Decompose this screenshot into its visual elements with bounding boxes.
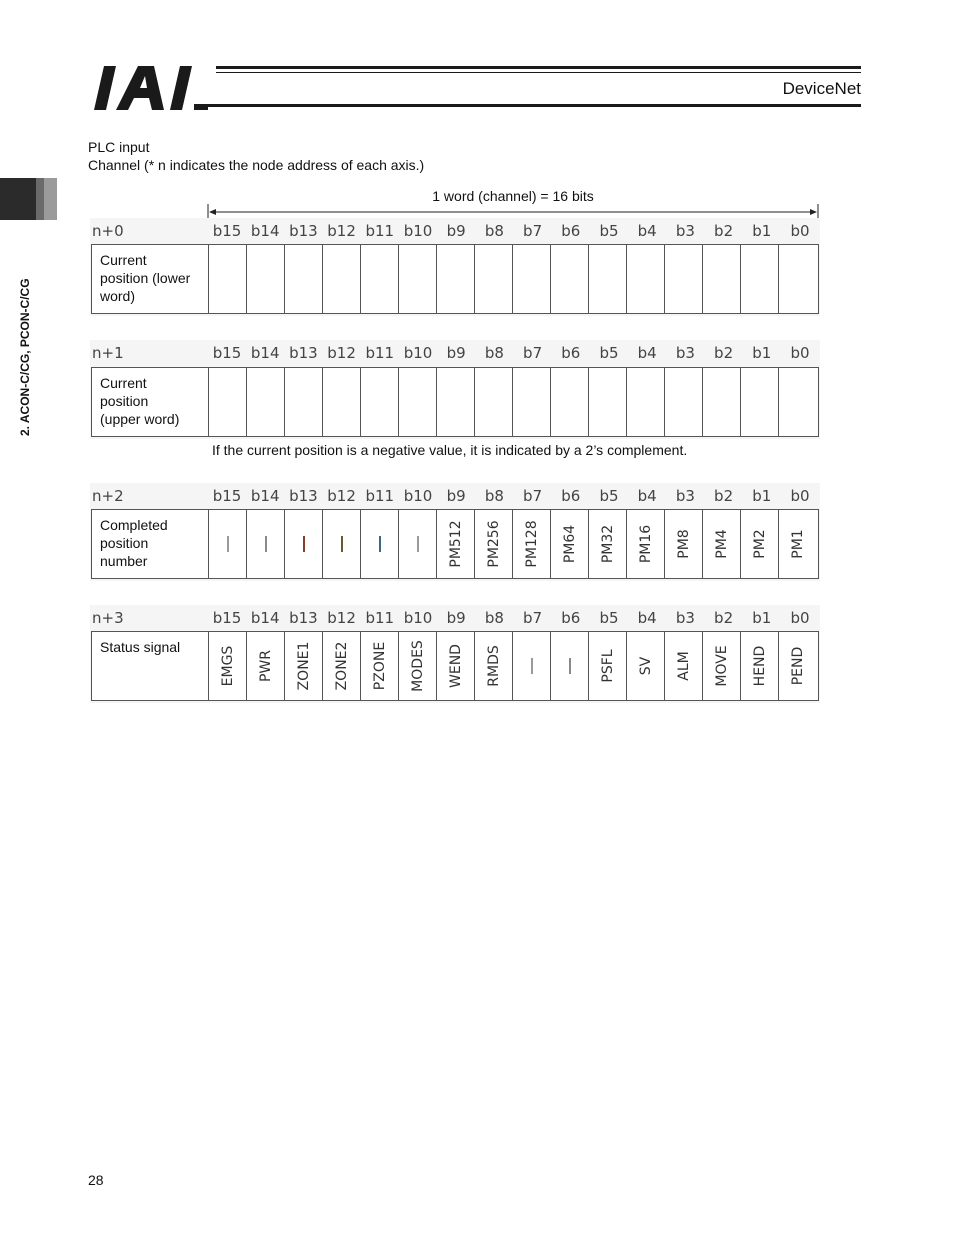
bit-cell xyxy=(588,368,626,436)
register-row xyxy=(91,509,819,579)
bit-cell xyxy=(208,368,246,436)
bit-cell xyxy=(246,632,284,700)
bit-label: b15 xyxy=(212,222,242,240)
bit-cell xyxy=(398,632,436,700)
bit-cell xyxy=(550,632,588,700)
bit-cell xyxy=(778,510,816,578)
bit-label: b10 xyxy=(403,222,433,240)
bit-signal: PEND xyxy=(789,646,806,686)
signal-name xyxy=(92,510,208,578)
bit-cell xyxy=(664,632,702,700)
bit-label: b6 xyxy=(561,609,581,627)
bit-cell xyxy=(284,632,322,700)
signal-name-line: Current xyxy=(100,252,147,268)
bit-label: b1 xyxy=(752,222,772,240)
bit-cell xyxy=(550,245,588,313)
bit-label: b8 xyxy=(484,344,504,362)
bit-cell xyxy=(664,510,702,578)
signal-name-line: Current xyxy=(100,375,147,391)
bit-label: b4 xyxy=(637,487,657,505)
bit-cell xyxy=(246,368,284,436)
unused-bit-mark xyxy=(569,658,571,674)
bit-cell xyxy=(208,632,246,700)
bit-signal: PSFL xyxy=(599,649,616,683)
bit-label: b2 xyxy=(714,609,734,627)
bit-cell xyxy=(398,510,436,578)
bit-label: b5 xyxy=(599,344,619,362)
section-title: DeviceNet xyxy=(782,79,861,98)
bit-label: b14 xyxy=(250,344,280,362)
bit-label: b5 xyxy=(599,609,619,627)
bit-label: b12 xyxy=(327,609,356,627)
bit-cell xyxy=(284,510,322,578)
bit-cell xyxy=(626,368,664,436)
bit-cell xyxy=(474,368,512,436)
bit-label: b7 xyxy=(523,487,543,505)
bit-cell xyxy=(626,245,664,313)
bit-cell xyxy=(436,245,474,313)
bit-signal: EMGS xyxy=(219,645,236,687)
negative-value-note: If the current position is a negative value, it is indicated by a 2’s complement. xyxy=(212,442,688,458)
signal-name xyxy=(92,245,208,313)
bit-cell xyxy=(664,245,702,313)
bit-cell xyxy=(550,510,588,578)
bit-cell xyxy=(474,245,512,313)
signal-name-line: Status signal xyxy=(100,639,181,655)
bit-cell xyxy=(588,245,626,313)
bit-cell xyxy=(360,632,398,700)
bit-cell xyxy=(626,510,664,578)
bit-label: b0 xyxy=(790,344,810,362)
header-rule-thin xyxy=(216,72,861,73)
bit-signal: ZONE1 xyxy=(295,641,312,691)
bit-cell xyxy=(778,368,816,436)
bit-cell xyxy=(702,632,740,700)
bit-cell xyxy=(740,245,778,313)
bit-label: b11 xyxy=(365,344,395,362)
bit-label: b6 xyxy=(561,487,581,505)
bit-cell xyxy=(588,510,626,578)
bit-label: b4 xyxy=(637,609,657,627)
unused-bit-mark xyxy=(227,536,229,552)
bit-label: b8 xyxy=(484,609,504,627)
bit-cell xyxy=(398,368,436,436)
bit-label: b9 xyxy=(446,487,466,505)
bit-cell xyxy=(208,510,246,578)
bit-cell xyxy=(740,368,778,436)
signal-name-line: Completed xyxy=(100,517,168,533)
bit-cell xyxy=(512,245,550,313)
bit-label: b7 xyxy=(523,344,543,362)
chapter-label: 2. ACON-C/CG, PCON-C/CG xyxy=(18,278,32,436)
signal-name-line: position xyxy=(100,535,149,551)
bit-label: b14 xyxy=(250,609,280,627)
bit-signal: HEND xyxy=(751,645,768,687)
page-number: 28 xyxy=(88,1172,104,1188)
bit-label: b12 xyxy=(327,487,356,505)
bit-label: b14 xyxy=(250,487,280,505)
bit-label: b0 xyxy=(790,222,810,240)
bit-cell xyxy=(284,368,322,436)
bit-cell xyxy=(778,632,816,700)
bit-signal: PM8 xyxy=(675,529,692,559)
bit-label: b0 xyxy=(790,609,810,627)
bit-cell xyxy=(322,510,360,578)
bit-label: b13 xyxy=(289,222,318,240)
bit-label: b8 xyxy=(484,222,504,240)
signal-name-line: word) xyxy=(100,288,136,304)
bit-cell xyxy=(322,632,360,700)
signal-name-line: position xyxy=(100,393,149,409)
side-tab-light xyxy=(44,178,57,220)
bit-label: b5 xyxy=(599,222,619,240)
bit-cell xyxy=(474,632,512,700)
bit-label: b10 xyxy=(403,609,433,627)
bit-cell xyxy=(740,510,778,578)
bit-label: b3 xyxy=(675,487,695,505)
bit-cell xyxy=(360,245,398,313)
bit-cell xyxy=(322,245,360,313)
bit-cell xyxy=(778,245,816,313)
unused-bit-mark xyxy=(265,536,267,552)
bit-signal: PM512 xyxy=(447,520,464,568)
header-rule-top xyxy=(216,66,861,69)
bit-cell xyxy=(550,368,588,436)
bit-cell xyxy=(626,632,664,700)
register-row xyxy=(91,244,819,314)
bit-signal: ZONE2 xyxy=(333,641,350,691)
bit-cell xyxy=(702,510,740,578)
bit-cell xyxy=(436,632,474,700)
bit-label: b2 xyxy=(714,222,734,240)
bit-label: b3 xyxy=(675,344,695,362)
bit-signal: PM4 xyxy=(713,529,730,559)
bit-signal: PM32 xyxy=(599,524,616,564)
bit-cell xyxy=(474,510,512,578)
bit-label: b7 xyxy=(523,222,543,240)
bit-label: b3 xyxy=(675,222,695,240)
bit-signal: PZONE xyxy=(371,641,388,691)
bit-cell xyxy=(208,245,246,313)
bit-label: b12 xyxy=(327,222,356,240)
bit-signal: PM2 xyxy=(751,529,768,559)
bit-cell xyxy=(512,510,550,578)
unused-bit-mark xyxy=(531,658,533,674)
bit-label: b15 xyxy=(212,344,242,362)
bit-signal: PM256 xyxy=(485,520,502,568)
bit-cell xyxy=(322,368,360,436)
bit-label: b9 xyxy=(446,609,466,627)
bit-cell xyxy=(398,245,436,313)
bit-label: b8 xyxy=(484,487,504,505)
bit-label: b14 xyxy=(250,222,280,240)
register-row xyxy=(91,631,819,701)
bit-signal: PM16 xyxy=(637,524,654,564)
signal-name xyxy=(92,632,208,700)
bit-cell xyxy=(512,632,550,700)
bit-label: b13 xyxy=(289,344,318,362)
bit-cell xyxy=(246,245,284,313)
bit-signal: PWR xyxy=(257,649,274,683)
bit-signal: RMDS xyxy=(485,645,502,687)
bit-cell xyxy=(588,632,626,700)
bit-label: b12 xyxy=(327,344,356,362)
bit-label: b4 xyxy=(637,222,657,240)
bit-label: b1 xyxy=(752,344,772,362)
bit-cell xyxy=(284,245,322,313)
bit-label: b7 xyxy=(523,609,543,627)
bit-signal: WEND xyxy=(447,644,464,688)
unused-bit-mark xyxy=(379,536,381,552)
bit-label: b9 xyxy=(446,222,466,240)
channel-label: n+2 xyxy=(92,487,124,505)
bit-signal: PM64 xyxy=(561,524,578,564)
unused-bit-mark xyxy=(341,536,343,552)
bit-label: b11 xyxy=(365,609,395,627)
bit-label: b6 xyxy=(561,222,581,240)
bit-cell xyxy=(702,368,740,436)
intro-line-2: Channel (* n indicates the node address of each axis.) xyxy=(88,157,425,173)
channel-label: n+0 xyxy=(92,222,124,240)
signal-name-line: number xyxy=(100,553,148,569)
bit-label: b10 xyxy=(403,487,433,505)
bit-cell xyxy=(664,368,702,436)
bit-cell xyxy=(436,510,474,578)
bit-label: b10 xyxy=(403,344,433,362)
channel-label: n+3 xyxy=(92,609,124,627)
bit-label: b13 xyxy=(289,609,318,627)
bit-label: b15 xyxy=(212,609,242,627)
bit-signal: ALM xyxy=(675,651,692,681)
bit-signal: SV xyxy=(637,656,654,676)
bit-label: b0 xyxy=(790,487,810,505)
bit-label: b3 xyxy=(675,609,695,627)
signal-name-line: position (lower xyxy=(100,270,191,286)
channel-label: n+1 xyxy=(92,344,124,362)
bit-signal: PM1 xyxy=(789,529,806,559)
header-rule-bottom xyxy=(206,104,861,107)
signal-name xyxy=(92,368,208,436)
unused-bit-mark xyxy=(417,536,419,552)
bit-label: b6 xyxy=(561,344,581,362)
bit-label: b4 xyxy=(637,344,657,362)
bit-label: b9 xyxy=(446,344,466,362)
bit-label: b11 xyxy=(365,222,395,240)
bit-label: b5 xyxy=(599,487,619,505)
intro-line-1: PLC input xyxy=(88,139,150,155)
side-tab-dark xyxy=(0,178,36,220)
bit-signal: MODES xyxy=(409,640,426,692)
side-tab-mid xyxy=(36,178,44,220)
bit-signal: MOVE xyxy=(713,645,730,687)
bit-signal: PM128 xyxy=(523,520,540,568)
bit-label: b13 xyxy=(289,487,318,505)
bit-cell xyxy=(246,510,284,578)
bit-label: b15 xyxy=(212,487,242,505)
bit-label: b11 xyxy=(365,487,395,505)
bit-cell xyxy=(740,632,778,700)
bit-label: b1 xyxy=(752,487,772,505)
bit-label: b1 xyxy=(752,609,772,627)
bit-label: b2 xyxy=(714,344,734,362)
bit-label: b2 xyxy=(714,487,734,505)
bit-cell xyxy=(702,245,740,313)
unused-bit-mark xyxy=(303,536,305,552)
bit-cell xyxy=(360,368,398,436)
signal-name-line: (upper word) xyxy=(100,411,180,427)
bit-cell xyxy=(360,510,398,578)
bit-cell xyxy=(436,368,474,436)
iai-logo xyxy=(92,64,208,112)
word-caption: 1 word (channel) = 16 bits xyxy=(432,188,594,204)
register-row xyxy=(91,367,819,437)
bit-cell xyxy=(512,368,550,436)
